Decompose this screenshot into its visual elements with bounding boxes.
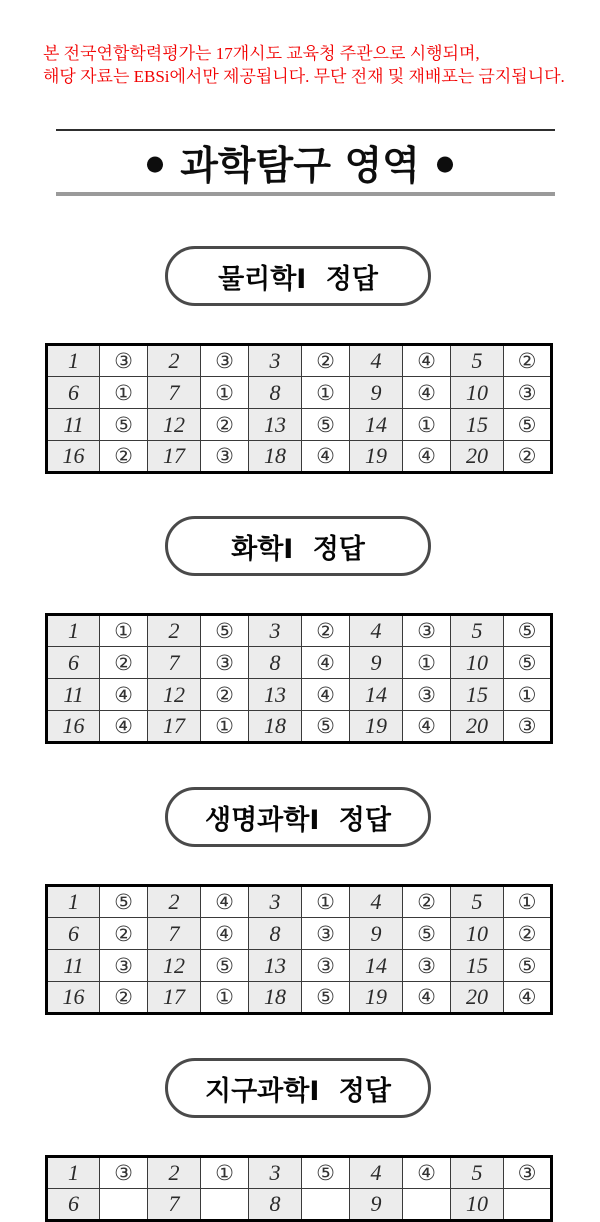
question-number-cell: 6 <box>47 1189 100 1221</box>
bullet-icon-left: ● <box>145 150 165 175</box>
answer-cell: ④ <box>403 982 451 1014</box>
question-number-cell: 16 <box>47 441 100 473</box>
question-number-cell: 1 <box>47 615 100 647</box>
question-number-cell: 15 <box>451 950 504 982</box>
answer-table-life-science <box>45 884 553 1015</box>
table-row <box>47 441 552 473</box>
answer-cell: ⑤ <box>302 982 350 1014</box>
question-number-cell: 6 <box>47 647 100 679</box>
table-row <box>47 1157 552 1189</box>
answer-cell: ③ <box>504 1157 552 1189</box>
subject-pill-chemistry <box>165 516 431 576</box>
answer-cell: ② <box>201 409 249 441</box>
question-number-cell: 13 <box>249 679 302 711</box>
table-row <box>47 615 552 647</box>
question-number-cell: 5 <box>451 615 504 647</box>
table-row <box>47 950 552 982</box>
question-number-cell: 6 <box>47 377 100 409</box>
question-number-cell: 1 <box>47 886 100 918</box>
bullet-icon-right: ● <box>435 150 455 175</box>
answer-cell: ③ <box>403 679 451 711</box>
question-number-cell: 9 <box>350 647 403 679</box>
answer-cell: ③ <box>100 345 148 377</box>
subject-pill-physics-label: 물리학Ⅰ 정답 <box>218 263 378 295</box>
question-number-cell: 7 <box>148 918 201 950</box>
answer-cell: ④ <box>403 1157 451 1189</box>
answer-cell: ③ <box>201 345 249 377</box>
answer-cell: ④ <box>403 345 451 377</box>
question-number-cell: 17 <box>148 441 201 473</box>
answer-table-earth-science <box>45 1155 553 1222</box>
answer-cell: ⑤ <box>504 409 552 441</box>
table-row <box>47 1189 552 1221</box>
answer-cell: ① <box>201 711 249 743</box>
answer-cell: ④ <box>201 918 249 950</box>
question-number-cell: 2 <box>148 615 201 647</box>
answer-cell: ③ <box>100 950 148 982</box>
question-number-cell: 20 <box>451 441 504 473</box>
answer-cell: ⑤ <box>302 1157 350 1189</box>
question-number-cell: 1 <box>47 1157 100 1189</box>
answer-cell: ② <box>504 345 552 377</box>
question-number-cell: 12 <box>148 409 201 441</box>
table-row <box>47 679 552 711</box>
answer-cell <box>100 1189 148 1221</box>
question-number-cell: 2 <box>148 1157 201 1189</box>
question-number-cell: 15 <box>451 679 504 711</box>
table-row <box>47 982 552 1014</box>
question-number-cell: 8 <box>249 918 302 950</box>
table-row <box>47 711 552 743</box>
question-number-cell: 13 <box>249 950 302 982</box>
answer-cell: ⑤ <box>201 615 249 647</box>
answer-cell: ④ <box>302 679 350 711</box>
question-number-cell: 19 <box>350 711 403 743</box>
question-number-cell: 16 <box>47 982 100 1014</box>
answer-cell: ③ <box>504 377 552 409</box>
answer-cell: ② <box>302 615 350 647</box>
question-number-cell: 14 <box>350 409 403 441</box>
question-number-cell: 7 <box>148 647 201 679</box>
question-number-cell: 8 <box>249 377 302 409</box>
answer-cell: ② <box>504 918 552 950</box>
answer-cell: ① <box>403 409 451 441</box>
answer-cell: ④ <box>100 711 148 743</box>
question-number-cell: 19 <box>350 441 403 473</box>
subject-pill-earth-science-label: 지구과학Ⅰ 정답 <box>205 1075 391 1107</box>
answer-cell: ① <box>201 377 249 409</box>
question-number-cell: 17 <box>148 982 201 1014</box>
answer-cell: ① <box>100 615 148 647</box>
question-number-cell: 10 <box>451 377 504 409</box>
question-number-cell: 3 <box>249 615 302 647</box>
copyright-notice <box>43 42 565 88</box>
question-number-cell: 14 <box>350 679 403 711</box>
question-number-cell: 18 <box>249 441 302 473</box>
question-number-cell: 17 <box>148 711 201 743</box>
question-number-cell: 16 <box>47 711 100 743</box>
question-number-cell: 10 <box>451 647 504 679</box>
answer-cell: ④ <box>403 377 451 409</box>
question-number-cell: 6 <box>47 918 100 950</box>
subject-pill-earth-science <box>165 1058 431 1118</box>
answer-cell: ① <box>302 377 350 409</box>
answer-cell: ② <box>100 918 148 950</box>
question-number-cell: 11 <box>47 409 100 441</box>
question-number-cell: 3 <box>249 1157 302 1189</box>
answer-cell: ③ <box>201 441 249 473</box>
answer-cell: ① <box>201 982 249 1014</box>
table-row <box>47 647 552 679</box>
answer-cell: ③ <box>100 1157 148 1189</box>
question-number-cell: 9 <box>350 918 403 950</box>
answer-cell: ⑤ <box>201 950 249 982</box>
answer-cell: ④ <box>403 711 451 743</box>
question-number-cell: 4 <box>350 345 403 377</box>
answer-cell: ① <box>504 679 552 711</box>
answer-cell: ② <box>504 441 552 473</box>
question-number-cell: 2 <box>148 345 201 377</box>
question-number-cell: 12 <box>148 679 201 711</box>
answer-cell: ③ <box>302 950 350 982</box>
table-row <box>47 409 552 441</box>
answer-cell: ④ <box>504 982 552 1014</box>
question-number-cell: 8 <box>249 647 302 679</box>
question-number-cell: 3 <box>249 886 302 918</box>
answer-cell: ① <box>100 377 148 409</box>
answer-cell: ⑤ <box>504 950 552 982</box>
section-banner <box>43 136 557 190</box>
answer-cell: ② <box>100 647 148 679</box>
question-number-cell: 2 <box>148 886 201 918</box>
question-number-cell: 11 <box>47 950 100 982</box>
double-rule-bottom <box>56 192 555 196</box>
answer-cell: ① <box>504 886 552 918</box>
answer-cell: ⑤ <box>504 615 552 647</box>
answer-cell <box>504 1189 552 1221</box>
question-number-cell: 20 <box>451 711 504 743</box>
question-number-cell: 19 <box>350 982 403 1014</box>
answer-cell: ② <box>100 982 148 1014</box>
question-number-cell: 5 <box>451 886 504 918</box>
subject-pill-life-science <box>165 787 431 847</box>
answer-cell <box>302 1189 350 1221</box>
subject-pill-physics <box>165 246 431 306</box>
question-number-cell: 10 <box>451 1189 504 1221</box>
table-row <box>47 918 552 950</box>
question-number-cell: 10 <box>451 918 504 950</box>
answer-cell: ③ <box>302 918 350 950</box>
table-row <box>47 886 552 918</box>
question-number-cell: 4 <box>350 615 403 647</box>
question-number-cell: 15 <box>451 409 504 441</box>
answer-cell: ⑤ <box>302 409 350 441</box>
answer-cell: ① <box>403 647 451 679</box>
answer-cell: ④ <box>302 441 350 473</box>
answer-cell: ② <box>201 679 249 711</box>
copyright-line-1: 본 전국연합학력평가는 17개시도 교육청 주관으로 시행되며, <box>43 44 480 63</box>
question-number-cell: 4 <box>350 1157 403 1189</box>
answer-cell <box>403 1189 451 1221</box>
question-number-cell: 12 <box>148 950 201 982</box>
question-number-cell: 7 <box>148 1189 201 1221</box>
question-number-cell: 9 <box>350 1189 403 1221</box>
subject-pill-life-science-label: 생명과학Ⅰ 정답 <box>205 804 391 836</box>
answer-cell: ② <box>100 441 148 473</box>
answer-cell: ⑤ <box>100 886 148 918</box>
question-number-cell: 20 <box>451 982 504 1014</box>
question-number-cell: 11 <box>47 679 100 711</box>
question-number-cell: 5 <box>451 1157 504 1189</box>
question-number-cell: 4 <box>350 886 403 918</box>
answer-cell: ① <box>302 886 350 918</box>
question-number-cell: 9 <box>350 377 403 409</box>
question-number-cell: 18 <box>249 711 302 743</box>
question-number-cell: 8 <box>249 1189 302 1221</box>
question-number-cell: 18 <box>249 982 302 1014</box>
question-number-cell: 3 <box>249 345 302 377</box>
answer-cell <box>201 1189 249 1221</box>
table-row <box>47 345 552 377</box>
answer-cell: ⑤ <box>100 409 148 441</box>
double-rule-top <box>56 129 555 131</box>
question-number-cell: 5 <box>451 345 504 377</box>
subject-pill-chemistry-label: 화학Ⅰ 정답 <box>231 533 365 565</box>
answer-cell: ④ <box>201 886 249 918</box>
answer-table-chemistry <box>45 613 553 744</box>
answer-cell: ④ <box>403 441 451 473</box>
main-title-text: 과학탐구 영역 <box>180 144 420 189</box>
copyright-line-2: 해당 자료는 EBSi에서만 제공됩니다. 무단 전재 및 재배포는 금지됩니다. <box>43 67 565 86</box>
answer-cell: ④ <box>100 679 148 711</box>
question-number-cell: 14 <box>350 950 403 982</box>
question-number-cell: 7 <box>148 377 201 409</box>
answer-cell: ③ <box>403 950 451 982</box>
answer-cell: ⑤ <box>302 711 350 743</box>
answer-cell: ④ <box>302 647 350 679</box>
question-number-cell: 1 <box>47 345 100 377</box>
answer-cell: ⑤ <box>504 647 552 679</box>
answer-cell: ① <box>201 1157 249 1189</box>
answer-table-physics <box>45 343 553 474</box>
table-row <box>47 377 552 409</box>
answer-cell: ② <box>302 345 350 377</box>
answer-cell: ③ <box>403 615 451 647</box>
answer-cell: ⑤ <box>403 918 451 950</box>
answer-cell: ③ <box>504 711 552 743</box>
question-number-cell: 13 <box>249 409 302 441</box>
answer-cell: ② <box>403 886 451 918</box>
answer-cell: ③ <box>201 647 249 679</box>
